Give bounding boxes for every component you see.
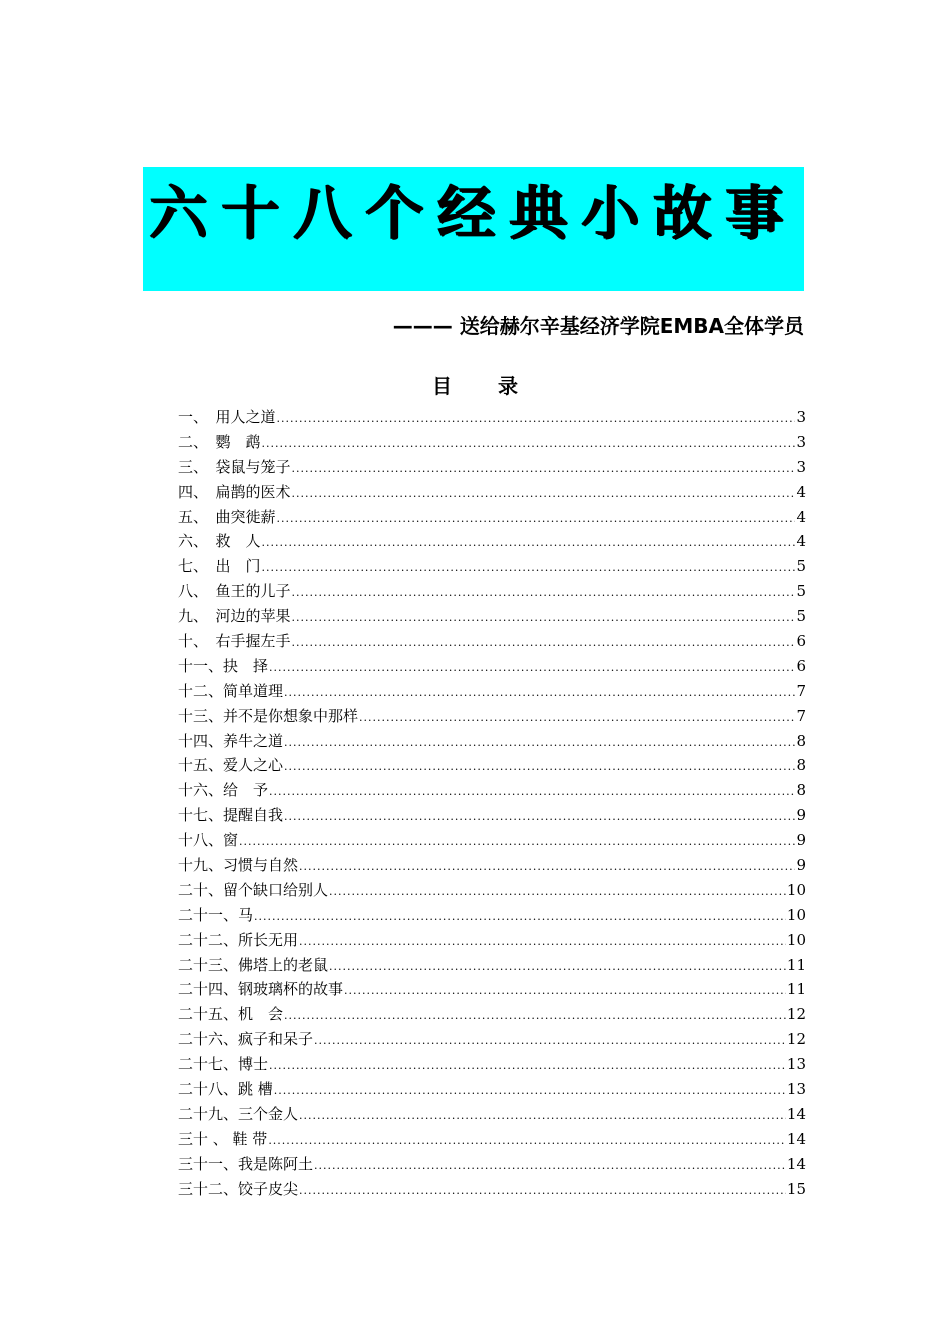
toc-entry[interactable] (178, 828, 806, 853)
toc-entry[interactable] (178, 679, 806, 704)
toc-dot-leader (284, 755, 795, 780)
toc-dot-leader (269, 1054, 786, 1079)
toc-entry-page: 7 (796, 681, 806, 700)
toc-entry[interactable] (178, 480, 806, 505)
toc-entry[interactable] (178, 903, 806, 928)
toc-entry-page: 15 (786, 1179, 806, 1198)
toc-entry[interactable] (178, 579, 806, 604)
toc-entry-label: 十九、习惯与自然 (178, 856, 299, 875)
toc-entry-label: 七、 出 门 (178, 557, 261, 576)
toc-dot-leader (268, 1129, 786, 1154)
toc-entry[interactable] (178, 1027, 806, 1052)
toc-entry-page: 10 (786, 880, 806, 899)
toc-dot-leader (262, 432, 796, 457)
toc-entry[interactable] (178, 1052, 806, 1077)
toc-dot-leader (284, 805, 795, 830)
toc-entry-label: 三十二、饺子皮尖 (178, 1179, 299, 1198)
toc-entry-page: 8 (796, 731, 806, 750)
toc-dot-leader (269, 656, 795, 681)
toc-dot-leader (299, 855, 795, 880)
toc-entry-label: 十七、提醒自我 (178, 806, 284, 825)
toc-entry[interactable] (178, 853, 806, 878)
toc-entry-label: 十四、养牛之道 (178, 731, 284, 750)
toc-dot-leader (292, 482, 796, 507)
toc-entry[interactable] (178, 953, 806, 978)
toc-entry-page: 11 (786, 955, 806, 974)
toc-entry[interactable] (178, 778, 806, 803)
toc-entry-label: 十三、并不是你想象中那样 (178, 706, 359, 725)
toc-entry-page: 4 (796, 482, 806, 501)
toc-dot-leader (292, 631, 796, 656)
toc-entry-page: 5 (796, 582, 806, 601)
toc-entry[interactable] (178, 1152, 806, 1177)
toc-entry-label: 九、 河边的苹果 (178, 607, 291, 626)
toc-dot-leader (292, 581, 796, 606)
toc-entry-label: 五、 曲突徙薪 (178, 507, 276, 526)
toc-entry-page: 9 (796, 831, 806, 850)
toc-entry[interactable] (178, 1177, 806, 1202)
toc-entry-page: 10 (786, 905, 806, 924)
toc-entry-label: 十八、窗 (178, 831, 239, 850)
toc-entry-page: 12 (786, 1005, 806, 1024)
toc-entry-label: 十六、给 予 (178, 781, 269, 800)
toc-entry-label: 六、 救 人 (178, 532, 261, 551)
toc-entry-page: 3 (796, 408, 806, 426)
toc-dot-leader (274, 1079, 786, 1104)
toc-entry[interactable] (178, 729, 806, 754)
toc-entry-page: 5 (796, 607, 806, 626)
toc-entry-page: 14 (786, 1129, 806, 1148)
toc-heading: 目录 (432, 374, 564, 398)
toc-dot-leader (254, 905, 786, 930)
toc-dot-leader (344, 979, 786, 1004)
toc-entry[interactable] (178, 1102, 806, 1127)
toc-entry-label: 二十二、所长无用 (178, 930, 299, 949)
toc-entry-page: 11 (786, 980, 806, 999)
toc-dot-leader (292, 606, 796, 631)
toc-entry[interactable] (178, 753, 806, 778)
toc-entry-label: 十、 右手握左手 (178, 632, 291, 651)
toc-entry-label: 二十三、佛塔上的老鼠 (178, 955, 329, 974)
toc-entry[interactable] (178, 604, 806, 629)
toc-entry[interactable] (178, 1002, 806, 1027)
toc-dot-leader (262, 531, 796, 556)
toc-entry-page: 6 (796, 632, 806, 651)
toc-entry-label: 十五、爱人之心 (178, 756, 284, 775)
toc-entry[interactable] (178, 1127, 806, 1152)
toc-dot-leader (329, 955, 786, 980)
toc-entry-label: 二十一、马 (178, 905, 254, 924)
toc-entry-page: 4 (796, 532, 806, 551)
toc-entry-label: 三十一、我是陈阿土 (178, 1154, 314, 1173)
toc-entry[interactable] (178, 1077, 806, 1102)
toc-dot-leader (239, 830, 795, 855)
toc-dot-leader (299, 930, 786, 955)
toc-entry[interactable] (178, 654, 806, 679)
toc-entry[interactable] (178, 803, 806, 828)
toc-entry-page: 13 (786, 1080, 806, 1099)
toc-entry-page: 10 (786, 930, 806, 949)
toc-entry-label: 二、 鹦 鹉 (178, 432, 261, 451)
toc-entry[interactable] (178, 455, 806, 480)
toc-dot-leader (314, 1154, 786, 1179)
table-of-contents (178, 405, 806, 1202)
toc-entry[interactable] (178, 505, 806, 530)
toc-entry-page: 8 (796, 781, 806, 800)
toc-entry[interactable] (178, 629, 806, 654)
toc-entry-label: 四、 扁鹊的医术 (178, 482, 291, 501)
toc-dot-leader (284, 681, 795, 706)
toc-entry-label: 二十四、钢玻璃杯的故事 (178, 980, 344, 999)
toc-dot-leader (277, 507, 796, 532)
toc-entry[interactable] (178, 928, 806, 953)
toc-entry-page: 6 (796, 656, 806, 675)
toc-entry-page: 9 (796, 806, 806, 825)
toc-entry-page: 4 (796, 507, 806, 526)
toc-entry-label: 二十五、机 会 (178, 1005, 284, 1024)
toc-dot-leader (284, 731, 795, 756)
toc-entry[interactable] (178, 704, 806, 729)
toc-entry-page: 5 (796, 557, 806, 576)
toc-entry-label: 二十六、疯子和呆子 (178, 1030, 314, 1049)
toc-dot-leader (299, 1104, 786, 1129)
toc-entry-page: 9 (796, 856, 806, 875)
toc-dot-leader (284, 1004, 786, 1029)
toc-entry-page: 14 (786, 1104, 806, 1123)
toc-dot-leader (359, 706, 795, 731)
toc-entry[interactable] (178, 878, 806, 903)
toc-entry-label: 八、 鱼王的儿子 (178, 582, 291, 601)
toc-entry-label: 一、 用人之道 (178, 408, 276, 426)
toc-dot-leader (299, 1179, 786, 1204)
toc-dot-leader (269, 780, 795, 805)
toc-entry-label: 十二、简单道理 (178, 681, 284, 700)
toc-entry-page: 3 (796, 457, 806, 476)
toc-entry-page: 7 (796, 706, 806, 725)
toc-dot-leader (314, 1029, 786, 1054)
toc-entry[interactable] (178, 554, 806, 579)
toc-entry[interactable] (178, 430, 806, 455)
toc-entry-label: 二十、留个缺口给别人 (178, 880, 329, 899)
toc-entry-page: 12 (786, 1030, 806, 1049)
toc-entry[interactable] (178, 977, 806, 1002)
toc-entry-page: 13 (786, 1055, 806, 1074)
toc-entry-page: 14 (786, 1154, 806, 1173)
toc-entry-label: 十一、抉 择 (178, 656, 269, 675)
toc-entry-page: 3 (796, 432, 806, 451)
title-banner (143, 167, 804, 291)
toc-entry-label: 三、 袋鼠与笼子 (178, 457, 291, 476)
dedication-subtitle: ——— 送给赫尔辛基经济学院EMBA全体学员 (392, 314, 804, 338)
toc-entry-label: 二十九、三个金人 (178, 1104, 299, 1123)
toc-entry-label: 二十八、跳 槽 (178, 1080, 273, 1099)
toc-dot-leader (329, 880, 786, 905)
toc-entry-page: 8 (796, 756, 806, 775)
toc-entry[interactable] (178, 405, 806, 430)
toc-entry-label: 三十 、 鞋 带 (178, 1129, 268, 1148)
toc-entry[interactable] (178, 529, 806, 554)
toc-dot-leader (292, 457, 796, 482)
toc-dot-leader (277, 407, 796, 432)
toc-entry-label: 二十七、博士 (178, 1055, 269, 1074)
toc-dot-leader (262, 556, 796, 581)
document-title: 六十八个经典小故事 (149, 179, 798, 247)
